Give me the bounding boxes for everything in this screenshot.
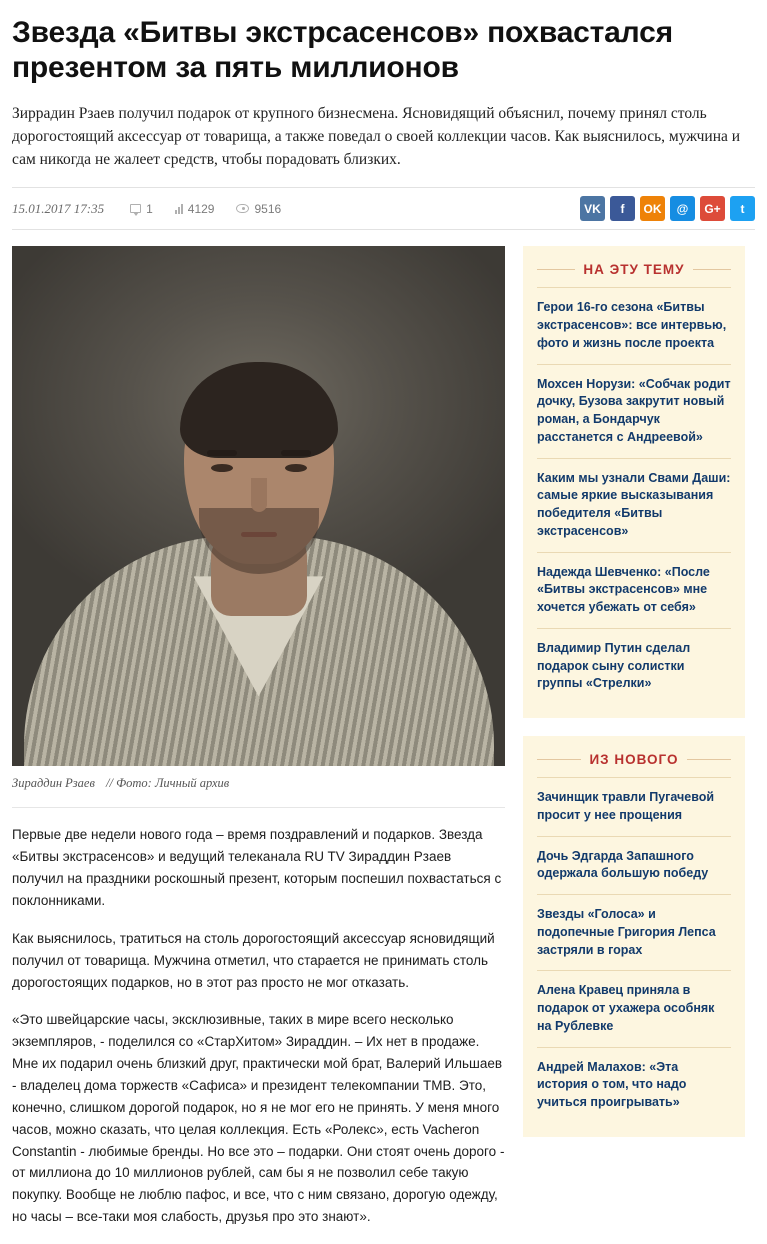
photo-subject-brow-left: [207, 450, 237, 456]
comments-stat[interactable]: [130, 202, 153, 216]
eye-icon: [236, 204, 249, 213]
article-photo: [12, 246, 505, 766]
list-item[interactable]: Андрей Малахов: «Эта история о том, что надо учиться проигрывать»: [537, 1047, 731, 1123]
rule-right: [693, 269, 731, 270]
share-odnoklassniki-button[interactable]: OK: [640, 196, 665, 221]
article-paragraph: Как выяснилось, тратиться на столь дорогостоящий аксессуар ясновидящий получил от товарища. Мужчина отметил, что старается не принимать столь дорогостоящих подарков, но в этот раз просто не мог отказать.: [12, 930, 495, 990]
photo-subject-mouth: [241, 532, 277, 537]
sidebar-block-new: [523, 736, 745, 1137]
share-mailru-button[interactable]: @: [670, 196, 695, 221]
sidebar-related-title-text: НА ЭТУ ТЕМУ: [583, 262, 685, 278]
content-columns: [12, 246, 755, 1244]
share-buttons: [580, 196, 755, 221]
photo-subject-brow-right: [281, 450, 311, 456]
sidebar-related-title: [537, 256, 731, 287]
sidebar-new-title: [537, 746, 731, 777]
list-item[interactable]: Алена Кравец приняла в подарок от ухажера особняк на Рублевке: [537, 970, 731, 1046]
article-meta-bar: [12, 187, 755, 230]
rule-left: [537, 759, 581, 760]
main-column: [12, 246, 505, 1244]
article-paragraph: Первые две недели нового года – время поздравлений и подарков. Звезда «Битвы экстрасенсов» и ведущий телеканала RU TV Зираддин Рзаев получил на праздники роскошный презент, которым поспешил похвастаться с поклонниками.: [12, 827, 502, 908]
comment-icon: [130, 204, 141, 213]
views-count: 9516: [254, 201, 282, 216]
list-item[interactable]: Звезды «Голоса» и подопечные Григория Лепса застряли в горах: [537, 894, 731, 970]
article-lead: Зиррадин Рзаев получил подарок от крупного бизнесмена. Ясновидящий объяснил, почему принял столь дорогостоящий аксессуар от товарища, а также поведал о своей коллекции часов. Как выяснилось, мужчина и сам никогда не жалеет средств, чтобы порадовать близких.: [12, 104, 741, 169]
publish-date: 15.01.2017 17:35: [12, 200, 105, 216]
photo-caption-credit: // Фото: Личный архив: [106, 776, 230, 791]
sidebar: [523, 246, 745, 1155]
comments-count: 1: [146, 201, 153, 216]
views-stat: [236, 202, 281, 216]
list-item[interactable]: Герои 16-го сезона «Битвы экстрасенсов»: все интервью, фото и жизнь после проекта: [537, 287, 731, 363]
rating-stat: [175, 202, 215, 216]
list-item[interactable]: Надежда Шевченко: «После «Битвы экстрасенсов» мне хочется убежать от себя»: [537, 552, 731, 628]
rule-left: [537, 269, 575, 270]
photo-caption-author: Зираддин Рзаев: [12, 776, 95, 791]
list-item[interactable]: Мохсен Норузи: «Собчак родит дочку, Бузова закрутит новый роман, а Бондарчук расстанется с Андреевой»: [537, 364, 731, 458]
page-title: Звезда «Битвы экстрсасенсов» похвастался презентом за пять миллионов: [12, 16, 673, 84]
share-twitter-button[interactable]: t: [730, 196, 755, 221]
photo-subject-nose: [251, 478, 267, 512]
list-item[interactable]: Зачинщик травли Пугачевой просит у нее прощения: [537, 777, 731, 836]
list-item[interactable]: Дочь Эдгарда Запашного одержала большую победу: [537, 836, 731, 895]
share-google-plus-button[interactable]: G+: [700, 196, 725, 221]
article-paragraph: «Это швейцарские часы, эксклюзивные, таких в мире всего несколько экземпляров, - поделился со «СтарХитом» Зираддин. – Их нет в продаже. Мне их подарил очень близкий друг, практически мой брат, Валерий Ильшаев - владелец дома торжеств «Сафиса» и президент телекомпании ТМВ. Это, конечно, слишком дорогой подарок, но я не мог его не принять. У меня много часов, можно сказать, что целая коллекция. Есть «Ролекс», есть Vacheron Constantin - любимые бренды. Но все это – подарки. Они стоят очень дорого - от миллиона до 10 миллионов рублей, сам бы я не позволил себе такую покупку. Вообще не люблю пафос, и все, что с ним связано, дорогую одежду, но часы – все-таки моя слабость, друзья про это знают».: [12, 1012, 505, 1225]
chart-bars-icon: [175, 204, 183, 214]
photo-caption: [12, 766, 505, 808]
list-item[interactable]: Владимир Путин сделал подарок сыну солистки группы «Стрелки»: [537, 628, 731, 704]
list-item[interactable]: Каким мы узнали Свами Даши: самые яркие высказывания победителя «Битвы экстрасенсов»: [537, 458, 731, 552]
sidebar-new-title-text: ИЗ НОВОГО: [589, 752, 679, 768]
rating-count: 4129: [187, 201, 215, 216]
rule-right: [687, 759, 731, 760]
share-facebook-button[interactable]: f: [610, 196, 635, 221]
share-vk-button[interactable]: VK: [580, 196, 605, 221]
sidebar-block-related: [523, 246, 745, 718]
